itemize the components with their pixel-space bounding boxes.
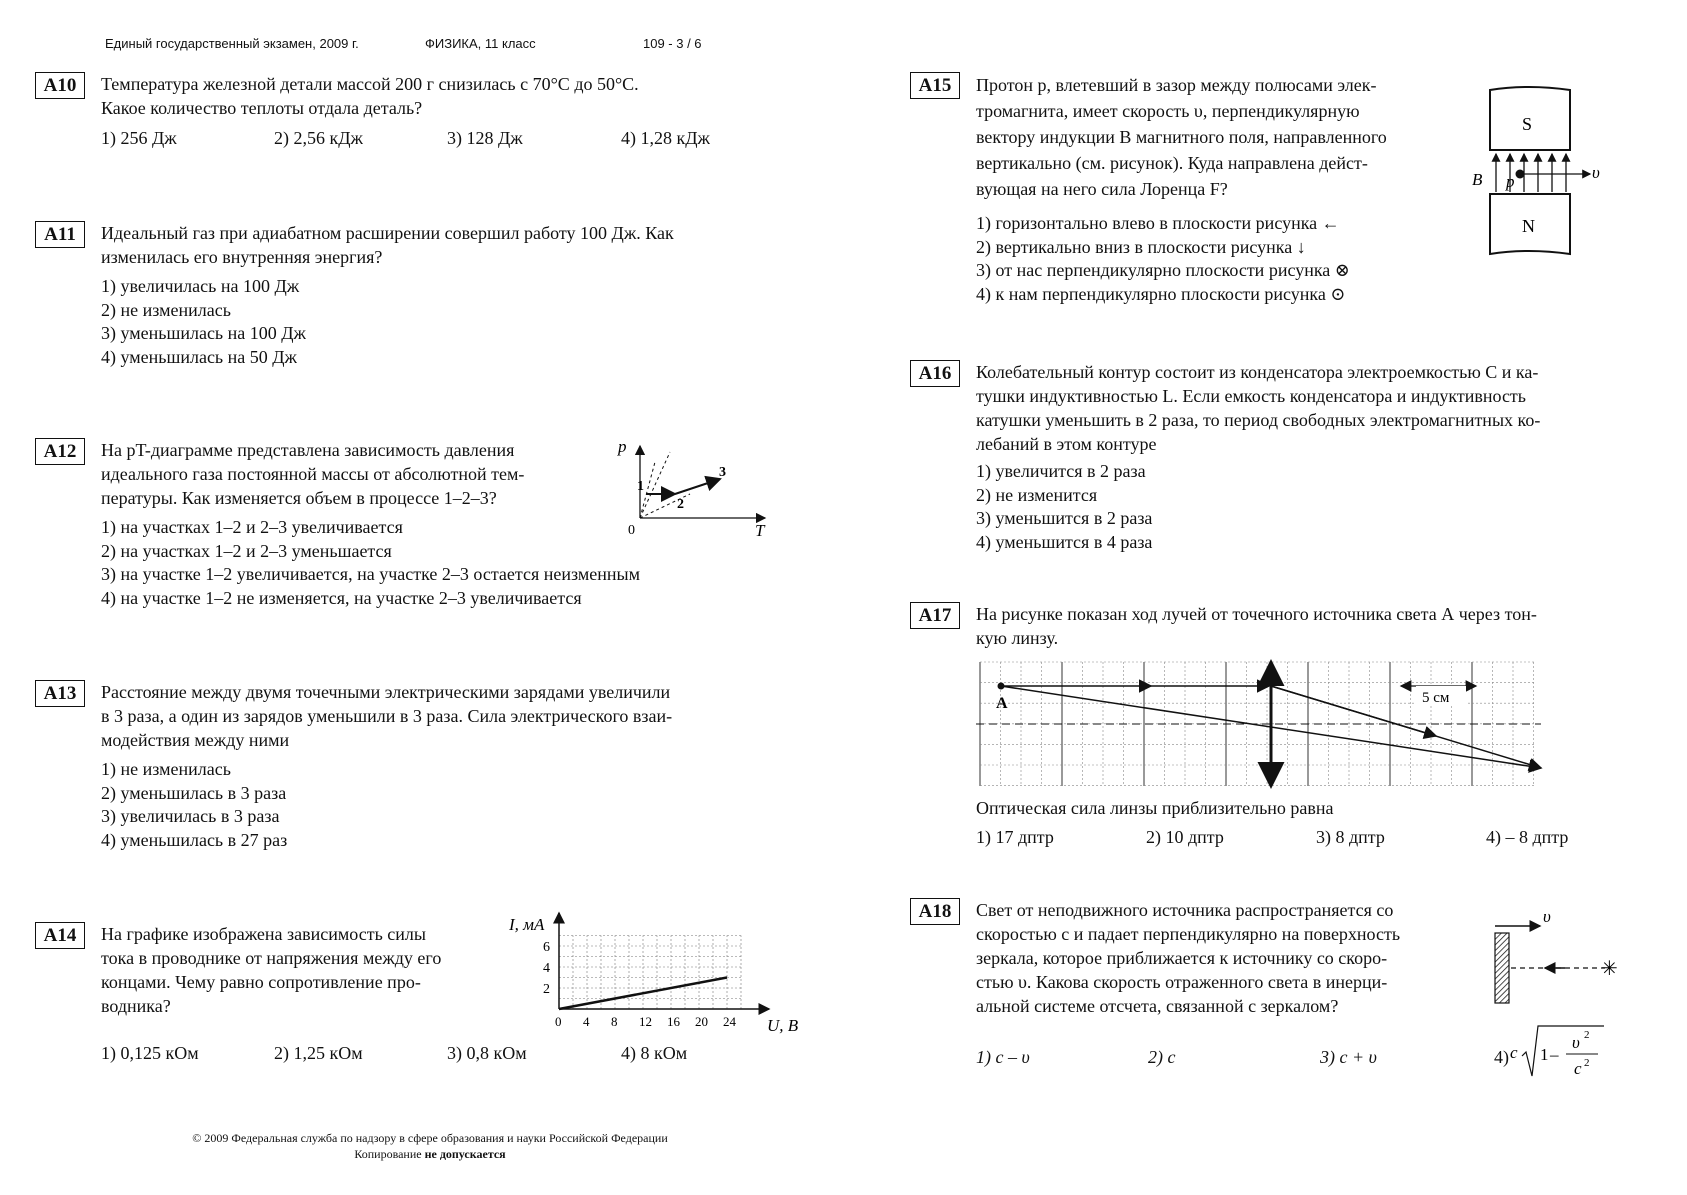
chart-y-ticks (543, 940, 550, 997)
answer-option[interactable]: 1) не изменилась (101, 759, 231, 779)
answer-option[interactable]: 1) 256 Дж (101, 128, 177, 148)
question-label: А16 (910, 360, 960, 387)
text-line: зеркала, которое приближается к источнику со скоро- (976, 948, 1388, 968)
question-text (976, 898, 1486, 1018)
answer-option[interactable]: 3) 0,8 кОм (447, 1043, 527, 1063)
answer-option[interactable]: 3) от нас перпендикулярно плоскости рисунка ⊗ (976, 260, 1350, 280)
text-line: пературы. Как изменяется объем в процессе 1–2–3? (101, 488, 497, 508)
question-a14 (35, 915, 799, 1072)
electromagnet-diagram (1470, 82, 1620, 262)
question-a12 (35, 438, 765, 608)
text-line: идеального газа постоянной массы от абсолютной тем- (101, 464, 525, 484)
text-line: в 3 раза, а один из зарядов уменьшили в 3 раза. Сила электрического взаи- (101, 706, 673, 726)
chart-y-label: I, мА (509, 915, 545, 934)
question-prompt: Оптическая сила линзы приблизительно равна (976, 798, 1334, 818)
exam-title: Единый государственный экзамен, 2009 г. (105, 36, 359, 51)
source-label: A (996, 695, 1008, 712)
p-axis-label: p (618, 437, 627, 456)
answer-option[interactable]: 3) c + υ (1320, 1047, 1377, 1067)
north-pole-label: N (1522, 216, 1535, 236)
answer-options (101, 275, 306, 369)
question-text (101, 438, 641, 510)
answer-option[interactable]: 4) уменьшилась в 27 раз (101, 829, 288, 850)
formula-den-exp: 2 (1584, 1057, 1590, 1069)
answer-option[interactable]: 3) уменьшилась на 100 Дж (101, 323, 306, 343)
y-tick-label: 4 (543, 961, 550, 976)
light-source-icon: ✳ (1601, 958, 1618, 980)
question-label: А15 (910, 72, 960, 99)
formula-minus: – (1550, 1045, 1559, 1064)
text-line: Расстояние между двумя точечными электрическими зарядами увеличили (101, 682, 671, 702)
process-2-3 (675, 479, 720, 494)
answer-option[interactable]: 2) 1,25 кОм (274, 1043, 363, 1063)
x-tick-label: 12 (639, 1014, 652, 1029)
answer-option[interactable]: 1) на участках 1–2 и 2–3 увеличивается (101, 517, 403, 537)
page-footer (150, 1130, 710, 1162)
text-line: кую линзу. (976, 628, 1059, 648)
footer-copy-notice (150, 1146, 710, 1162)
formula-denominator: c (1574, 1059, 1582, 1078)
t-axis-label: T (755, 521, 765, 540)
question-a11 (35, 221, 765, 371)
text-line: вектору индукции B магнитного поля, направленного (976, 127, 1387, 147)
answer-option[interactable]: 4) 1,28 кДж (621, 128, 710, 148)
south-pole-label: S (1522, 114, 1533, 134)
x-tick-label: 16 (667, 1014, 680, 1029)
point-2: 2 (677, 497, 684, 512)
pt-diagram (615, 436, 775, 540)
answer-options (976, 212, 1350, 306)
x-tick-label: 20 (695, 1014, 708, 1029)
question-label: А13 (35, 680, 85, 707)
footer-copy-bold: не допускается (424, 1147, 506, 1161)
question-text (976, 602, 1640, 650)
text-line: скоростью c и падает перпендикулярно на поверхность (976, 924, 1401, 944)
answer-option[interactable]: 1) увеличится в 2 раза (976, 461, 1146, 481)
text-line: катушки уменьшить в 2 раза, то период свободных электромагнитных ко- (976, 410, 1541, 430)
proton-dot (1516, 170, 1525, 179)
y-tick-label: 2 (543, 982, 550, 997)
question-text (101, 680, 795, 752)
question-label: А18 (910, 898, 960, 925)
isochore-line (640, 452, 670, 518)
text-line: концами. Чему равно сопротивление про- (101, 972, 421, 992)
question-label: А17 (910, 602, 960, 629)
text-line: Идеальный газ при адиабатном расширении совершил работу 100 Дж. Как (101, 223, 674, 243)
answer-option[interactable]: 1) c – υ (976, 1047, 1030, 1067)
question-a13 (35, 680, 765, 850)
text-line: водника? (101, 996, 171, 1016)
question-a17 (910, 602, 1650, 852)
text-line: изменилась его внутренняя энергия? (101, 247, 383, 267)
answer-option[interactable]: 1) горизонтально влево в плоскости рисунка ← (976, 213, 1340, 233)
answer-options (101, 758, 287, 852)
text-line: альной системе отсчета, связанной с зеркалом? (976, 996, 1339, 1016)
question-a18 (910, 898, 1650, 1098)
sqrt-sign (1522, 1026, 1604, 1076)
answer-option[interactable]: 4) – 8 дптр (1486, 827, 1569, 847)
answer-option[interactable]: 3) увеличилась в 3 раза (101, 806, 280, 826)
text-line: Протон p, влетевший в зазор между полюсами элек- (976, 75, 1377, 95)
text-line: вующая на него сила Лоренца F? (976, 179, 1228, 199)
subject-title: ФИЗИКА, 11 класс (425, 36, 536, 51)
answer-option[interactable]: 3) уменьшится в 2 раза (976, 508, 1153, 528)
question-text (976, 72, 1462, 202)
text-line: лебаний в этом контуре (976, 434, 1157, 454)
option4-formula (1508, 1020, 1608, 1086)
x-tick-label: 4 (583, 1014, 590, 1029)
x-tick-label: 8 (611, 1014, 618, 1029)
velocity-label: υ (1592, 163, 1600, 182)
text-line: Колебательный контур состоит из конденсатора электроемкостью C и ка- (976, 362, 1539, 382)
mirror-diagram (1485, 898, 1625, 1008)
proton-label: p (1506, 172, 1515, 191)
footer-copyright: © 2009 Федеральная служба по надзору в сфере образования и науки Российской Федерации (192, 1131, 668, 1145)
answer-option[interactable]: 1) увеличилась на 100 Дж (101, 276, 300, 296)
answer-option[interactable]: 3) на участке 1–2 увеличивается, на участке 2–3 остается неизменным (101, 564, 640, 584)
question-label: А10 (35, 72, 85, 99)
text-line: тромагнита, имеет скорость υ, перпендикулярную (976, 101, 1360, 121)
answer-option[interactable]: 1) 17 дптр (976, 827, 1054, 847)
text-line: Свет от неподвижного источника распространяется со (976, 900, 1394, 920)
answer-option[interactable]: 2) не изменится (976, 484, 1098, 505)
answer-option[interactable]: 1) 0,125 кОм (101, 1043, 199, 1063)
question-label: А12 (35, 438, 85, 465)
y-tick-label: 6 (543, 940, 550, 955)
formula-one: 1 (1540, 1045, 1549, 1064)
mirror (1495, 933, 1509, 1003)
answer-option[interactable]: 4) на участке 1–2 не изменяется, на участке 2–3 увеличивается (101, 587, 582, 608)
answer-option[interactable]: 3) 8 дптр (1316, 827, 1385, 847)
answer-option[interactable]: 4) (1494, 1047, 1509, 1067)
answer-option[interactable]: 2) 2,56 кДж (274, 128, 363, 148)
answer-option[interactable]: 2) 10 дптр (1146, 827, 1224, 847)
question-label: А14 (35, 922, 85, 949)
question-text (101, 72, 795, 120)
ray (1271, 686, 1436, 736)
formula-c: c (1510, 1043, 1518, 1062)
text-line: Какое количество теплоты отдала деталь? (101, 98, 423, 118)
answer-options (101, 516, 640, 610)
footer-copy-prefix: Копирование (354, 1147, 425, 1161)
page-number: 109 - 3 / 6 (643, 36, 702, 51)
question-a16 (910, 360, 1650, 550)
formula-numerator: υ (1572, 1033, 1580, 1052)
text-line: На графике изображена зависимость силы (101, 924, 426, 944)
iu-chart (509, 914, 799, 1035)
point-3: 3 (719, 465, 726, 480)
answer-option[interactable]: 2) c (1148, 1047, 1176, 1067)
question-text (976, 360, 1640, 456)
point-1: 1 (637, 479, 644, 494)
answer-option[interactable]: 2) на участках 1–2 и 2–3 уменьшается (101, 540, 392, 561)
answer-option[interactable]: 4) 8 кОм (621, 1043, 688, 1063)
text-line: тушки индуктивностью L. Если емкость конденсатора и индуктивность (976, 386, 1527, 406)
answer-option[interactable]: 2) вертикально вниз в плоскости рисунка ↓ (976, 236, 1306, 257)
answer-options (976, 460, 1152, 554)
answer-option[interactable]: 3) 128 Дж (447, 128, 523, 148)
chart-x-ticks (555, 1014, 737, 1029)
x-tick-label: 0 (555, 1014, 562, 1029)
chart-grid (559, 936, 741, 1010)
origin-label: 0 (628, 523, 635, 538)
answer-option[interactable]: 4) уменьшилась на 50 Дж (101, 346, 297, 367)
answer-option[interactable]: 4) к нам перпендикулярно плоскости рисунка ⊙ (976, 283, 1346, 304)
scale-label: 5 см (1422, 690, 1450, 706)
question-text (101, 922, 537, 1018)
answer-option[interactable]: 2) не изменилась (101, 299, 231, 320)
question-a15 (910, 72, 1650, 312)
field-label: B (1472, 170, 1483, 189)
answer-option[interactable]: 2) уменьшилась в 3 раза (101, 782, 287, 803)
chart-x-label: U, В (767, 1016, 799, 1035)
text-line: На рисунке показан ход лучей от точечного источника света А через тон- (976, 604, 1537, 624)
text-line: На pT-диаграмме представлена зависимость давления (101, 440, 515, 460)
text-line: вертикально (см. рисунок). Куда направлена дейст- (976, 153, 1368, 173)
mirror-velocity-label: υ (1543, 907, 1551, 926)
question-text (101, 221, 795, 269)
question-label: А11 (35, 221, 85, 248)
question-a10 (35, 72, 765, 152)
text-line: Температура железной детали массой 200 г снизилась с 70°С до 50°С. (101, 74, 639, 94)
text-line: тока в проводнике от напряжения между его (101, 948, 442, 968)
text-line: стью υ. Какова скорость отраженного света в инерци- (976, 972, 1388, 992)
x-tick-label: 24 (723, 1014, 736, 1029)
answer-option[interactable]: 4) уменьшится в 4 раза (976, 531, 1153, 552)
formula-num-exp: 2 (1584, 1029, 1590, 1041)
lens-ray-diagram (976, 658, 1546, 793)
text-line: модействия между ними (101, 730, 290, 750)
